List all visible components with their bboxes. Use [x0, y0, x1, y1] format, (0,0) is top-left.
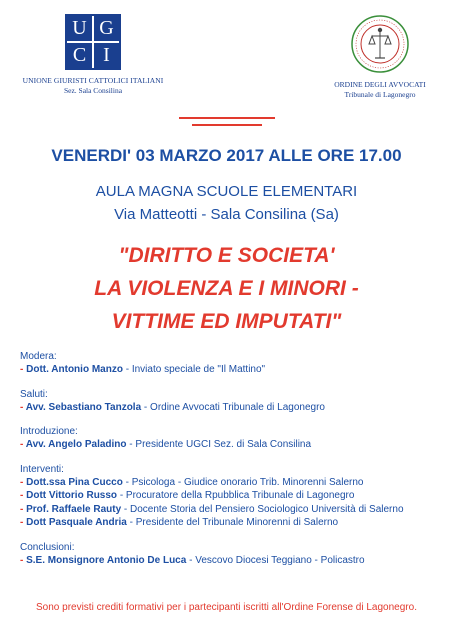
speaker-name: Dott Vittorio Russo: [26, 490, 118, 501]
speaker-row: - Dott.ssa Pina Cucco - Psicologa - Giudice onorario Trib. Minorenni Salerno: [20, 476, 364, 488]
speaker-role: - Ordine Avvocati Tribunale di Lagonegro: [141, 401, 325, 413]
speaker-name: S.E. Monsignore Antonio De Luca: [26, 554, 187, 566]
ugci-logo: [18, 14, 168, 95]
speaker-row: - Dott. Antonio Manzo - Inviato speciale de "Il Mattino": [20, 364, 266, 375]
speaker-row: - Dott Vittorio Russo - Procuratore della Rpubblica Tribunale di Lagonegro: [20, 490, 355, 501]
ordine-name: ORDINE DEGLI AVVOCATI: [334, 80, 426, 89]
ugci-letter-u: U: [67, 16, 92, 41]
section-heading: Conclusioni:: [20, 541, 75, 553]
speaker-role: - Procuratore della Rpubblica Tribunale di Lagonegro: [117, 490, 355, 501]
speaker-name: Prof. Raffaele Rauty: [26, 503, 122, 515]
speaker-row: - Avv. Angelo Paladino - Presidente UGCI Sez. di Sala Consilina: [20, 439, 312, 450]
speaker-role: - Presidente del Tribunale Minorenni di Salerno: [126, 517, 339, 528]
ugci-letter-g: G: [94, 16, 119, 41]
section-heading: Saluti:: [20, 388, 48, 400]
ugci-section-name: Sez. Sala Consilina: [63, 86, 123, 95]
ugci-org-name: UNIONE GIURISTI CATTOLICI ITALIANI: [22, 76, 164, 85]
event-address: Via Matteotti - Sala Consilina (Sa): [114, 206, 339, 223]
program: [20, 350, 445, 578]
ordine-avvocati-logo: [315, 14, 445, 99]
section-conclusioni: [20, 541, 445, 568]
section-heading: Modera:: [20, 351, 57, 362]
section-interventi: [20, 463, 445, 530]
speaker-row: - Prof. Raffaele Rauty - Docente Storia del Pensiero Sociologico Università di Salerno: [20, 503, 404, 515]
speaker-role: - Docente Storia del Pensiero Sociologico Università di Salerno: [121, 503, 404, 515]
speaker-name: Avv. Angelo Paladino: [25, 439, 127, 450]
section-heading: Introduzione:: [20, 426, 78, 437]
red-divider-top: [179, 117, 275, 119]
seal-icon: [350, 14, 410, 74]
tribunale-name: Tribunale di Lagonegro: [344, 90, 416, 99]
title-line-1: "DIRITTO E SOCIETA': [118, 244, 335, 267]
section-modera: [20, 350, 445, 377]
credits-notice: Sono previsti crediti formativi per i partecipanti iscritti all'Ordine Forense di Lagonegro.: [36, 602, 417, 613]
speaker-name: Dott Pasquale Andria: [26, 517, 127, 528]
section-saluti: [20, 388, 445, 415]
ugci-letter-i: I: [94, 43, 119, 68]
speaker-role: - Presidente UGCI Sez. di Sala Consilina: [126, 439, 312, 450]
speaker-role: - Inviato speciale de "Il Mattino": [122, 364, 266, 375]
speaker-row: - S.E. Monsignore Antonio De Luca - Vescovo Diocesi Teggiano - Policastro: [20, 554, 365, 566]
ugci-emblem: [65, 14, 121, 70]
speaker-name: Dott.ssa Pina Cucco: [26, 476, 123, 488]
ugci-letter-c: C: [67, 43, 92, 68]
event-date: VENERDI' 03 MARZO 2017 ALLE ORE 17.00: [51, 146, 402, 165]
title-line-3: VITTIME ED IMPUTATI": [111, 310, 342, 333]
title-line-2: LA VIOLENZA E I MINORI -: [94, 277, 359, 300]
section-heading: Interventi:: [20, 463, 64, 475]
speaker-row: - Avv. Sebastiano Tanzola - Ordine Avvocati Tribunale di Lagonegro: [20, 401, 325, 413]
speaker-row: - Dott Pasquale Andria - Presidente del Tribunale Minorenni di Salerno: [20, 517, 339, 528]
section-introduzione: [20, 425, 445, 452]
red-divider-bottom: [192, 124, 262, 126]
speaker-role: - Psicologa - Giudice onorario Trib. Minorenni Salerno: [122, 476, 364, 488]
speaker-role: - Vescovo Diocesi Teggiano - Policastro: [186, 554, 365, 566]
speaker-name: Dott. Antonio Manzo: [26, 364, 123, 375]
event-venue: AULA MAGNA SCUOLE ELEMENTARI: [95, 183, 358, 200]
speaker-name: Avv. Sebastiano Tanzola: [25, 401, 142, 413]
